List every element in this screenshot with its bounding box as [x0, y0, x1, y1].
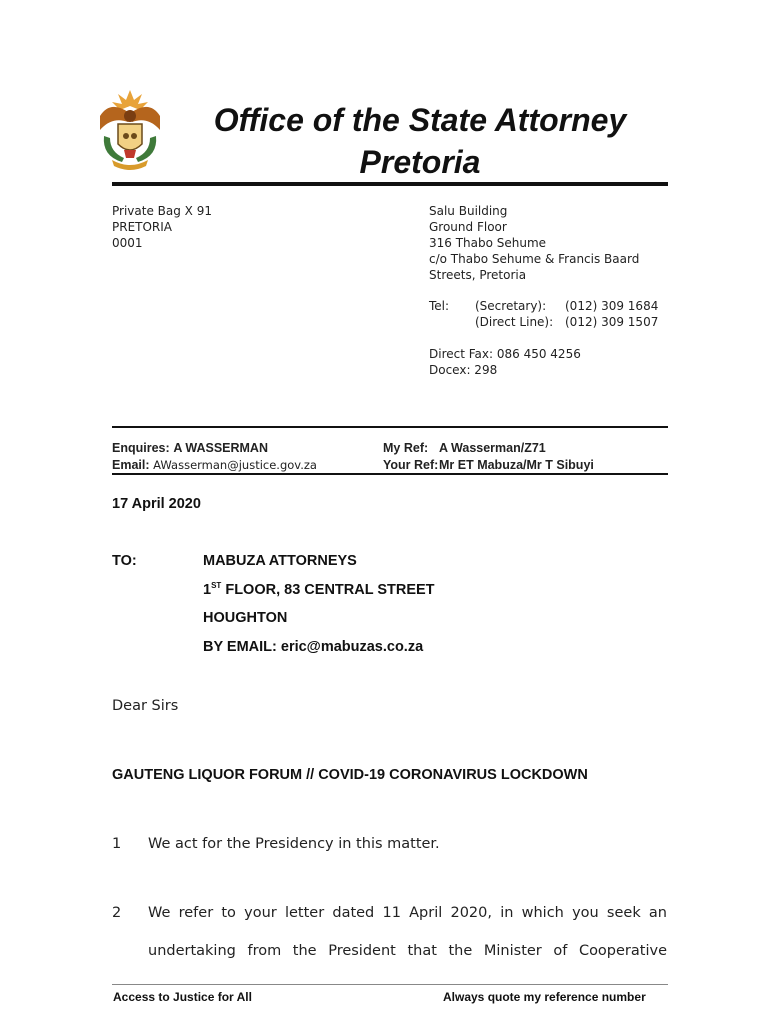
refs-top-rule: [112, 426, 668, 428]
postal-line: PRETORIA: [112, 220, 173, 234]
recipient-floor: [203, 582, 435, 598]
paragraph-text: We refer to your letter dated 11 April 2020, in which you seek an: [148, 905, 667, 921]
my-ref-row: [383, 440, 546, 456]
my-ref-label: My Ref:: [383, 441, 429, 455]
header-rule: [112, 182, 668, 186]
paragraph-number: 1: [112, 836, 122, 852]
email-row: [112, 457, 317, 473]
direct-line-label: (Direct Line):: [475, 315, 554, 329]
enquiries-row: [112, 440, 268, 456]
floor-street: FLOOR, 83 CENTRAL STREET: [221, 582, 435, 598]
postal-line: Private Bag X 91: [112, 204, 212, 218]
secretary-number: (012) 309 1684: [565, 299, 659, 313]
paragraph-text: We act for the Presidency in this matter.: [148, 836, 440, 852]
direct-line-number: (012) 309 1507: [565, 315, 659, 329]
postal-address: [112, 203, 212, 251]
enquiries-value: A WASSERMAN: [173, 441, 268, 455]
paragraph-number: 2: [112, 905, 122, 921]
email-label: Email:: [112, 458, 150, 472]
recipient-email: BY EMAIL: eric@mabuzas.co.za: [203, 639, 424, 655]
paragraph-text: undertaking from the President that the Minister of Cooperative: [148, 943, 667, 959]
your-ref-value: Mr ET Mabuza/Mr T Sibuyi: [439, 458, 594, 472]
letter-date: 17 April 2020: [112, 496, 201, 512]
refs-bottom-rule: [112, 473, 668, 475]
email-value: AWasserman@justice.gov.za: [153, 458, 317, 472]
footer-reference-note: Always quote my reference number: [443, 990, 646, 1004]
tel-label: Tel:: [429, 299, 450, 313]
address-line: Streets, Pretoria: [429, 268, 527, 282]
my-ref-value: A Wasserman/Z71: [439, 441, 546, 455]
postal-line: 0001: [112, 236, 143, 250]
address-line: Salu Building: [429, 204, 508, 218]
coat-of-arms-logo: [94, 86, 166, 172]
subject-line: GAUTENG LIQUOR FORUM // COVID-19 CORONAVIRUS LOCKDOWN: [112, 767, 588, 783]
floor-superscript: ST: [211, 581, 222, 591]
recipient-name: MABUZA ATTORNEYS: [203, 553, 357, 569]
address-line: c/o Thabo Sehume & Francis Baard: [429, 252, 640, 266]
floor-number: 1: [203, 582, 212, 598]
docex: Docex: 298: [429, 363, 498, 377]
salutation: Dear Sirs: [112, 698, 179, 714]
address-line: Ground Floor: [429, 220, 507, 234]
footer-motto: Access to Justice for All: [113, 990, 252, 1004]
street-address: [429, 203, 639, 283]
footer-rule: [112, 984, 668, 985]
direct-fax: Direct Fax: 086 450 4256: [429, 347, 581, 361]
enquiries-label: Enquires:: [112, 441, 170, 455]
to-label: TO:: [112, 553, 137, 569]
secretary-label: (Secretary):: [475, 299, 547, 313]
recipient-city: HOUGHTON: [203, 610, 288, 626]
your-ref-row: [383, 457, 594, 473]
address-line: 316 Thabo Sehume: [429, 236, 547, 250]
your-ref-label: Your Ref:: [383, 458, 439, 472]
office-subtitle: Pretoria: [359, 144, 481, 180]
office-title: Office of the State Attorney: [213, 102, 627, 138]
